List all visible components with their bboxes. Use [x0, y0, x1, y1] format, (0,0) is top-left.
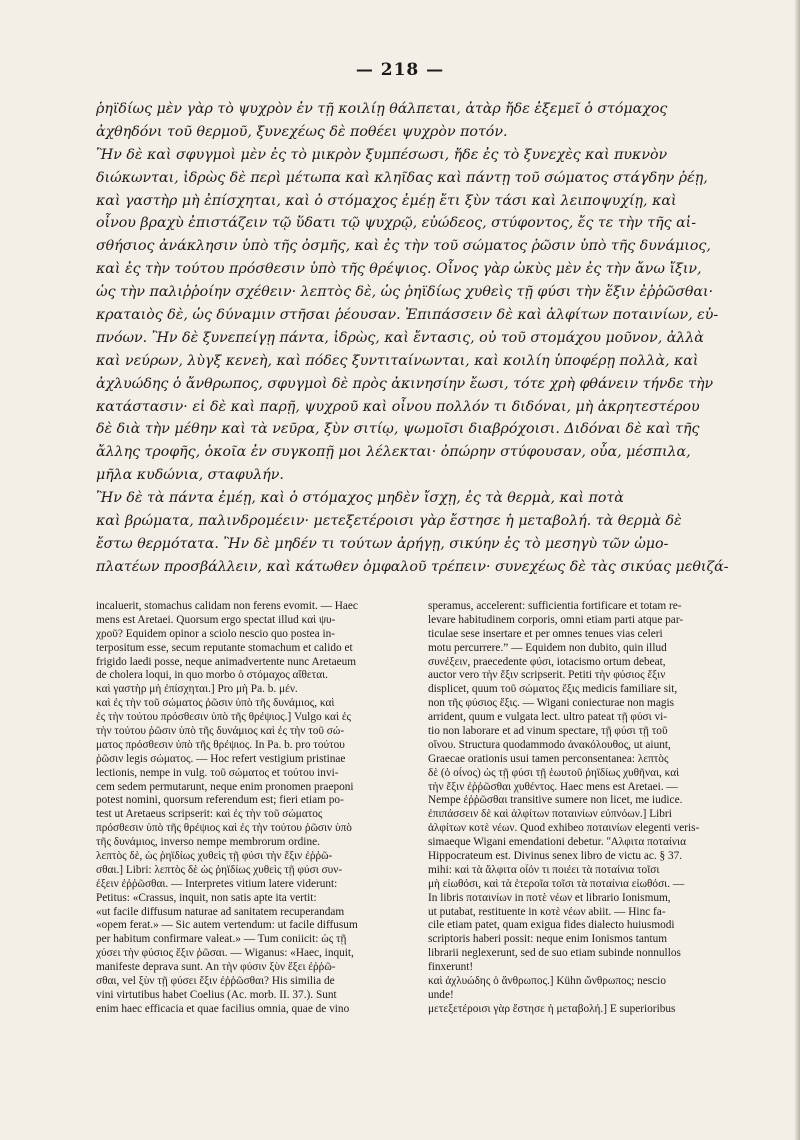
greek-text-line: δὲ διὰ τὴν μέθην καὶ τὰ νεῦρα, ξὺν σιτίῳ, ψωμοῖσι διαβρόχοισι. Διδόναι δὲ καὶ τῆς — [96, 421, 700, 438]
footnote-line: μὴ εἰωθόσι, καὶ τὰ ἑτεροῖα τοῖσι τὰ ποταίνια εἰωθόσι. — — [428, 877, 685, 890]
greek-text-line: καὶ βρώματα, παλινδρομέειν· μετεξετέροισι γὰρ ἔστησε ἡ μεταβολή. τὰ θερμὰ δὲ — [96, 513, 682, 530]
footnote-line: finxerunt! — [428, 961, 474, 974]
greek-text-line: Ἢν δὲ καὶ σφυγμοὶ μὲν ἐς τὸ μικρὸν ξυμπέσωσι, ἤδε ἐς τὸ ξυνεχὲς καὶ πυκνὸν — [96, 146, 668, 163]
footnote-line: lectionis, nempe in vulg. τοῦ σώματος et τούτου invi- — [96, 766, 339, 779]
footnote-line: τὴν ἕξιν ἐῤῥῶσθαι χυθέντος. Haec mens est Aretaei. — — [428, 780, 678, 793]
footnote-line: χύσει τὴν φύσιος ἕξιν ῥῶσαι. — Wiganus: «Haec, inquit, — [96, 947, 354, 960]
greek-text-line: μῆλα κυδώνια, σταφυλήν. — [96, 467, 284, 484]
footnote-line: καὶ ἀχλυώδης ὁ ἄνθρωπος.] Kühn ὤνθρωπος; nescio — [428, 975, 666, 988]
footnote-line: ματος πρόσθεσιν ὑπὸ τῆς θρέψιος. In Pa. b. pro τούτου — [96, 738, 345, 751]
footnote-line: non τῆς φύσιος ἕξις. — Wigani coniecturae non magis — [428, 697, 675, 710]
footnote-line: displicet, quum τοῦ σώματος ἕξις medicis familiare sit, — [428, 683, 678, 696]
footnote-line: δὲ (ὁ οἶνος) ὡς τῇ φύσι τῇ ἑωυτοῦ ῥηϊδίως χυθῆναι, καὶ — [428, 766, 680, 779]
footnote-line: levare habitudinem corporis, omni etiam parti atque par- — [428, 613, 684, 626]
footnote-line: frigido laedi posse, neque animadvertente nunc Aretaeum — [96, 655, 357, 668]
greek-text-line: πνόων. Ἢν δὲ ξυνεπείγῃ πάντα, ἱδρὼς, καὶ ἔντασις, οὐ τοῦ στομάχου μοῦνον, ἀλλὰ — [96, 329, 704, 346]
greek-text-line: καὶ νεύρων, λὺγξ κενεὴ, καὶ πόδες ξυντιταίνωνται, καὶ κοιλίη ὑποφέρῃ πολλὰ, καὶ — [96, 352, 699, 369]
footnote-line: Nempe ἐῤῥῶσθαι transitive sumere non licet, me iudice. — [428, 794, 683, 807]
footnote-line: σθαι, vel ξὺν τῇ φύσει ἕξιν ἐῤῥῶσθαι? His similia de — [96, 975, 335, 988]
footnote-line: librarii neglexerunt, sed de suo etiam subinde nonnullos — [428, 947, 681, 960]
footnote-line: per habitum confirmare valeat.» — Tum coniicit: ὡς τῇ — [96, 933, 347, 946]
greek-text-line: διώκωνται, ἱδρὼς δὲ περὶ μέτωπα καὶ κληῖδας καὶ πάντῃ τοῦ σώματος στάγδην ῥέῃ, — [96, 169, 708, 186]
footnote-line: test ut Aretaeus scripserit: καὶ ἐς τὴν τοῦ σώματος — [96, 808, 323, 821]
footnote-line: In libris ποταινίων in ποτὲ νέων et librario Ionismum, — [428, 891, 671, 904]
footnotes-left-column — [96, 600, 416, 1017]
greek-text-line: ὡς τὴν παλιῤῥοίην σχέθειν· λεπτὸς δὲ, ὡς ῥηϊδίως χυθεὶς τῇ φύσι τὴν ἕξιν ἐῤῥῶσθαι· — [96, 284, 714, 301]
footnote-line: unde! — [428, 988, 454, 1001]
footnote-line: motu percurrere.” — Equidem non dubito, quin illud — [428, 641, 667, 654]
greek-text-line: κραταιὸς δὲ, ὡς δύναμιν στῆσαι ῥέουσαν. Ἐπιπάσσειν δὲ καὶ ἀλφίτων ποταινίων, εὐ- — [96, 307, 719, 324]
greek-text-line: καὶ γαστὴρ μὴ ἐπίσχηται, καὶ ὁ στόμαχος ἐμέῃ ἔτι ξὺν τάσι καὶ λειποψυχίῃ, καὶ — [96, 192, 677, 209]
footnote-line: ῥῶσιν legis σώματος. — Hoc refert vestigium pristinae — [96, 752, 346, 765]
footnote-line: terpositum esse, secum reputante stomachum et calido et — [96, 641, 353, 654]
greek-text-line: καὶ ἐς τὴν τούτου πρόσθεσιν ὑπὸ τῆς θρέψιος. Οἶνος γὰρ ὠκὺς μὲν ἐς τὴν ἄνω ἴξιν, — [96, 261, 702, 278]
greek-text-line: οἶνου βραχὺ ἐπιστάζειν τῷ ὕδατι τῷ ψυχρῷ, εὐώδεος, στύφοντος, ἔς τε τὴν τῆς αἰ- — [96, 215, 697, 232]
greek-text-line: ἀχλυώδης ὁ ἄνθρωπος, σφυγμοὶ δὲ πρὸς ἀκινησίην ἔωσι, τότε χρὴ φθάνειν τήνδε τὴν — [96, 375, 714, 392]
footnote-line: incaluerit, stomachus calidam non ferens evomit. — Haec — [96, 600, 358, 612]
footnote-line: Graecae orationis usui tamen perconsentanea: λεπτὸς — [428, 752, 669, 765]
footnote-line: cile etiam patet, quam exigua fides dialecto huiusmodi — [428, 919, 675, 932]
footnote-line: τὴν τούτου ῥῶσιν ὑπὸ τῆς δυνάμιος καὶ ἐς τὴν τοῦ σώ- — [96, 725, 345, 738]
footnote-line: ut putabat, restituente in κοτὲ νέων abiit. — Hinc fa- — [428, 905, 666, 918]
footnote-line: mens est Aretaei. Quorsum ergo spectat illud καὶ ψυ- — [96, 613, 336, 626]
greek-main-text — [96, 98, 752, 579]
footnote-line: «ut facile diffusum naturae ad sanitatem recuperandam — [96, 905, 345, 918]
page-number: — 218 — — [355, 60, 445, 80]
footnote-line: mihi: καὶ τὰ ἄλφιτα οἷόν τι ποιέει τὰ ποταίνια τοῖσι — [428, 863, 660, 876]
footnote-line: καὶ γαστὴρ μὴ ἐπίσχηται.] Pro μὴ Pa. b. μέν. — [96, 683, 298, 696]
footnote-line: Hippocrateum est. Divinus senex libro de victu ac. § 37. — [428, 850, 683, 863]
footnote-line: simaeque Wigani emendationi debetur. ʺΑλφιτα ποταίνια — [428, 836, 686, 849]
footnote-line: έξειν ἐῤῥῶσθαι. — Interpretes vitium latere viderunt: — [96, 877, 338, 890]
footnote-line: de cholera loqui, in quo morbo ὁ στόμαχος αἴθεται. — [96, 669, 328, 682]
footnote-line: ἐπιπάσσειν δὲ καὶ ἀλφίτων ποταινίων εὐπνόων.] Libri — [428, 808, 672, 821]
footnote-line: scriptoris haberi possit: neque enim Ionismos tantum — [428, 933, 668, 946]
footnote-line: οἴνου. Structura quodammodo ἀνακόλουθος, ut aiunt, — [428, 738, 671, 751]
footnote-line: ἐς τὴν τούτου πρόσθεσιν ὑπὸ τῆς θρέψιος.] Vulgo καὶ ἐς — [96, 711, 352, 724]
greek-text-line: ἀχθηδόνι τοῦ θερμοῦ, ξυνεχέως δὲ ποθέει ψυχρὸν ποτόν. — [96, 123, 508, 140]
footnote-line: tio non laborare et ad vinum spectare, τῇ φύσι τῇ τοῦ — [428, 725, 668, 738]
greek-text-line: κατάστασιν· εἰ δὲ καὶ παρῇ, ψυχροῦ καὶ οἶνου πολλόν τι διδόναι, μὴ ἀκρητεστέρου — [96, 398, 700, 415]
footnote-line: cem sedem permutarunt, neque enim pronomen praeponi — [96, 780, 354, 793]
footnote-line: ἀλφίτων κοτὲ νέων. Quod exhibeo ποταινίων elegenti veris- — [428, 822, 700, 835]
footnote-line: ticulae sese insertare et per omnes tenues vias celeri — [428, 627, 663, 640]
footnote-line: συνέξειν, praecedente φύσι, iotacismo ortum debeat, — [428, 655, 666, 668]
greek-text-line: Ἢν δὲ τὰ πάντα ἐμέῃ, καὶ ὁ στόμαχος μηδὲν ἴσχῃ, ἐς τὰ θερμὰ, καὶ ποτὰ — [96, 490, 624, 507]
greek-text-line: πλατέων προσβάλλειν, καὶ κάτωθεν ὀμφαλοῦ τρέπειν· συνεχέως δὲ τὰς σικύας μεθιζά- — [96, 558, 729, 575]
greek-text-line: ἄλλης τροφῆς, ὁκοῖα ἐν συγκοπῇ μοι λέλεκται· ὀπώρην στύφουσαν, οὖα, μέσπιλα, — [96, 444, 691, 461]
footnote-line: enim haec efficacia et quae facilius omnia, quae de vino — [96, 1002, 350, 1015]
footnote-line: manifeste deprava sunt. An τὴν φύσιν ξὺν ἕξει ἐῤῥῶ- — [96, 961, 336, 974]
footnote-line: arrident, quum e vulgata lect. ultro pateat τῇ φύσι vi- — [428, 711, 668, 724]
footnote-line: vini virtutibus habet Coelius (Ac. morb. II. 37.). Sunt — [96, 988, 337, 1001]
footnote-line: χροῦ? Equidem opinor a sciolo nescio quo postea in- — [96, 627, 335, 640]
footnote-line: μετεξετέροισι γὰρ ἔστησε ἡ μεταβολή.] E superioribus — [428, 1002, 676, 1015]
footnote-line: «opem ferat.» — Sic autem vertendum: ut facile diffusum — [96, 919, 358, 932]
footnote-line: λεπτὸς δὲ, ὡς ῥηϊδίως χυθεὶς τῇ φύσι τὴν ἕξιν ἐῤῥῶ- — [96, 850, 333, 863]
footnote-line: speramus, accelerent: sufficientia fortificare et totam re- — [428, 600, 682, 612]
footnotes-right-column — [428, 600, 754, 1017]
page-edge-shadow — [794, 0, 800, 1140]
greek-text-line: ἔστω θερμότατα. Ἢν δὲ μηδέν τι τούτων ἀρήγῃ, σικύην ἐς τὸ μεσηγὺ τῶν ὠμο- — [96, 535, 669, 552]
footnote-line: Petitus: «Crassus, inquit, non satis apte ita vertit: — [96, 891, 317, 904]
footnote-line: auctor vero τὴν ἕξιν scripserit. Petiti τὴν φύσιος ἕξιν — [428, 669, 666, 682]
footnote-line: καὶ ἐς τὴν τοῦ σώματος ῥῶσιν ὑπὸ τῆς δυνάμιος, καὶ — [96, 697, 335, 710]
footnote-line: πρόσθεσιν ὑπὸ τῆς θρέψιος καὶ ἐς τὴν τούτου ῥῶσιν ὑπὸ — [96, 822, 352, 835]
footnote-line: σθαι.] Libri: λεπτὸς δὲ ὡς ῥηϊδίως χυθεὶς τῇ φύσι συν- — [96, 863, 343, 876]
greek-text-line: σθήσιος ἀνάκλησιν ὑπὸ τῆς ὀσμῆς, καὶ ἐς τὴν τοῦ σώματος ῥῶσιν ὑπὸ τῆς δυνάμιος, — [96, 238, 711, 255]
footnote-line: τῆς δυνάμιος, inverso nempe membrorum ordine. — [96, 836, 320, 849]
greek-text-line: ῥηϊδίως μὲν γὰρ τὸ ψυχρὸν ἐν τῇ κοιλίῃ θάλπεται, ἀτὰρ ἤδε ἐξεμεῖ ὁ στόμαχος — [96, 101, 668, 117]
footnote-line: potest nomini, quorsum referendum est; fieri etiam po- — [96, 794, 344, 807]
